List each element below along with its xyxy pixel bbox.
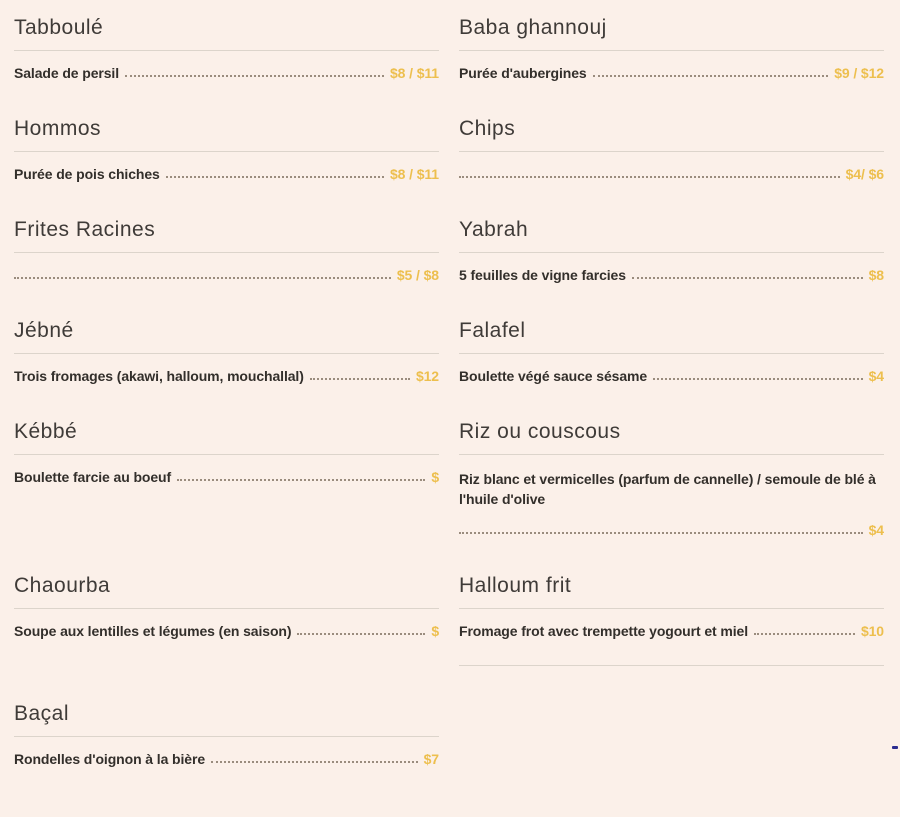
dotted-leader bbox=[754, 633, 855, 635]
dotted-leader bbox=[593, 75, 829, 77]
menu-item-description: Boulette végé sauce sésame bbox=[459, 368, 648, 384]
menu-item-row bbox=[14, 166, 439, 182]
dotted-leader bbox=[211, 761, 418, 763]
dotted-leader bbox=[125, 75, 384, 77]
menu-item-description: Fromage frot avec trempette yogourt et miel bbox=[459, 622, 748, 639]
menu-item-title: Yabrah bbox=[459, 218, 529, 241]
menu-item-description: Boulette farcie au boeuf bbox=[14, 469, 172, 485]
dotted-leader bbox=[177, 479, 425, 481]
menu-item-row bbox=[459, 65, 884, 81]
menu-item-hommos bbox=[14, 117, 439, 182]
menu-item-row bbox=[14, 623, 439, 639]
title-underline bbox=[14, 151, 439, 152]
dotted-leader bbox=[653, 378, 863, 380]
menu-item-falafel bbox=[459, 319, 884, 384]
menu-item-price: $8 / $11 bbox=[389, 65, 439, 81]
menu-item-description: Trois fromages (akawi, halloum, mouchallal) bbox=[14, 368, 304, 384]
menu-item-price: $9 / $12 bbox=[834, 65, 884, 81]
menu-item-title: Chips bbox=[459, 117, 516, 140]
dotted-leader bbox=[14, 277, 391, 279]
menu-item-price: $ bbox=[431, 469, 439, 485]
menu-item-price: $4/ $6 bbox=[845, 166, 884, 182]
menu-item-riz-ou-couscous bbox=[459, 420, 884, 538]
menu-item-description: Salade de persil bbox=[14, 65, 120, 81]
menu-item-description: 5 feuilles de vigne farcies bbox=[459, 267, 626, 283]
dotted-leader bbox=[166, 176, 384, 178]
title-underline bbox=[14, 608, 439, 609]
menu-item-yabrah bbox=[459, 218, 884, 283]
menu-item-title: Halloum frit bbox=[459, 573, 572, 597]
menu-item-price: $10 bbox=[860, 622, 884, 639]
menu-item-row bbox=[459, 267, 884, 283]
menu-item-title: Baçal bbox=[14, 701, 70, 725]
dotted-leader bbox=[310, 378, 410, 380]
menu-item-jebne bbox=[14, 319, 439, 384]
title-underline bbox=[459, 353, 884, 354]
menu-item-row bbox=[459, 623, 884, 639]
menu-item-chips bbox=[459, 117, 884, 182]
menu-item-title: Chaourba bbox=[14, 573, 111, 597]
menu-item-row bbox=[459, 166, 884, 182]
dotted-leader bbox=[459, 176, 840, 178]
menu-item-title: Hommos bbox=[14, 117, 102, 140]
menu-item-kebbe bbox=[14, 420, 439, 538]
menu-item-description: Purée d'aubergines bbox=[459, 65, 587, 81]
title-underline bbox=[459, 151, 884, 152]
menu-item-title: Riz ou couscous bbox=[459, 420, 621, 443]
menu-item-price: $4 bbox=[868, 521, 884, 538]
title-underline bbox=[14, 50, 439, 51]
menu-item-baba-ghannouj bbox=[459, 16, 884, 81]
menu-item-price: $12 bbox=[415, 368, 439, 384]
section-divider bbox=[459, 665, 884, 666]
menu-item-title: Jébné bbox=[14, 319, 74, 342]
menu-item-bacal bbox=[14, 702, 439, 767]
menu-item-frites-racines bbox=[14, 218, 439, 283]
menu-item-row bbox=[459, 522, 884, 538]
menu-item-row bbox=[14, 469, 439, 485]
title-underline bbox=[459, 608, 884, 609]
title-underline bbox=[14, 353, 439, 354]
menu-item-price: $ bbox=[431, 622, 439, 639]
menu-item-row bbox=[459, 368, 884, 384]
dotted-leader bbox=[632, 277, 863, 279]
menu-item-description: Riz blanc et vermicelles (parfum de cannelle) / semoule de blé à l'huile d'olive bbox=[459, 471, 876, 508]
menu-item-title: Falafel bbox=[459, 319, 526, 342]
menu-item-description: Soupe aux lentilles et légumes (en saison) bbox=[14, 622, 292, 639]
title-underline bbox=[459, 252, 884, 253]
menu-item-price: $5 / $8 bbox=[396, 267, 439, 283]
menu-item-row bbox=[14, 751, 439, 767]
menu-item-description: Purée de pois chiches bbox=[14, 166, 160, 182]
cursor-dash-artifact bbox=[892, 746, 898, 749]
menu-item-price: $8 / $11 bbox=[389, 166, 439, 182]
menu-item-title: Frites Racines bbox=[14, 218, 156, 241]
title-underline bbox=[14, 736, 439, 737]
menu-item-title: Kébbé bbox=[14, 420, 78, 443]
dotted-leader bbox=[459, 532, 863, 534]
dotted-leader bbox=[297, 633, 425, 635]
title-underline bbox=[459, 50, 884, 51]
title-underline bbox=[14, 454, 439, 455]
menu-item-chaourba bbox=[14, 574, 439, 666]
menu-item-price: $4 bbox=[868, 368, 884, 384]
title-underline bbox=[459, 454, 884, 455]
title-underline bbox=[14, 252, 439, 253]
menu-item-halloum-frit bbox=[459, 574, 884, 666]
menu-item-row bbox=[14, 368, 439, 384]
menu-item-title: Tabboulé bbox=[14, 16, 104, 39]
menu-item-title: Baba ghannouj bbox=[459, 16, 607, 39]
menu-item-row bbox=[14, 65, 439, 81]
menu-item-description: Rondelles d'oignon à la bière bbox=[14, 750, 206, 767]
menu-item-row bbox=[14, 267, 439, 283]
menu-item-price: $7 bbox=[423, 750, 439, 767]
empty-cell bbox=[459, 702, 884, 767]
menu-item-price: $8 bbox=[868, 267, 884, 283]
menu-item-tabboule bbox=[14, 16, 439, 81]
